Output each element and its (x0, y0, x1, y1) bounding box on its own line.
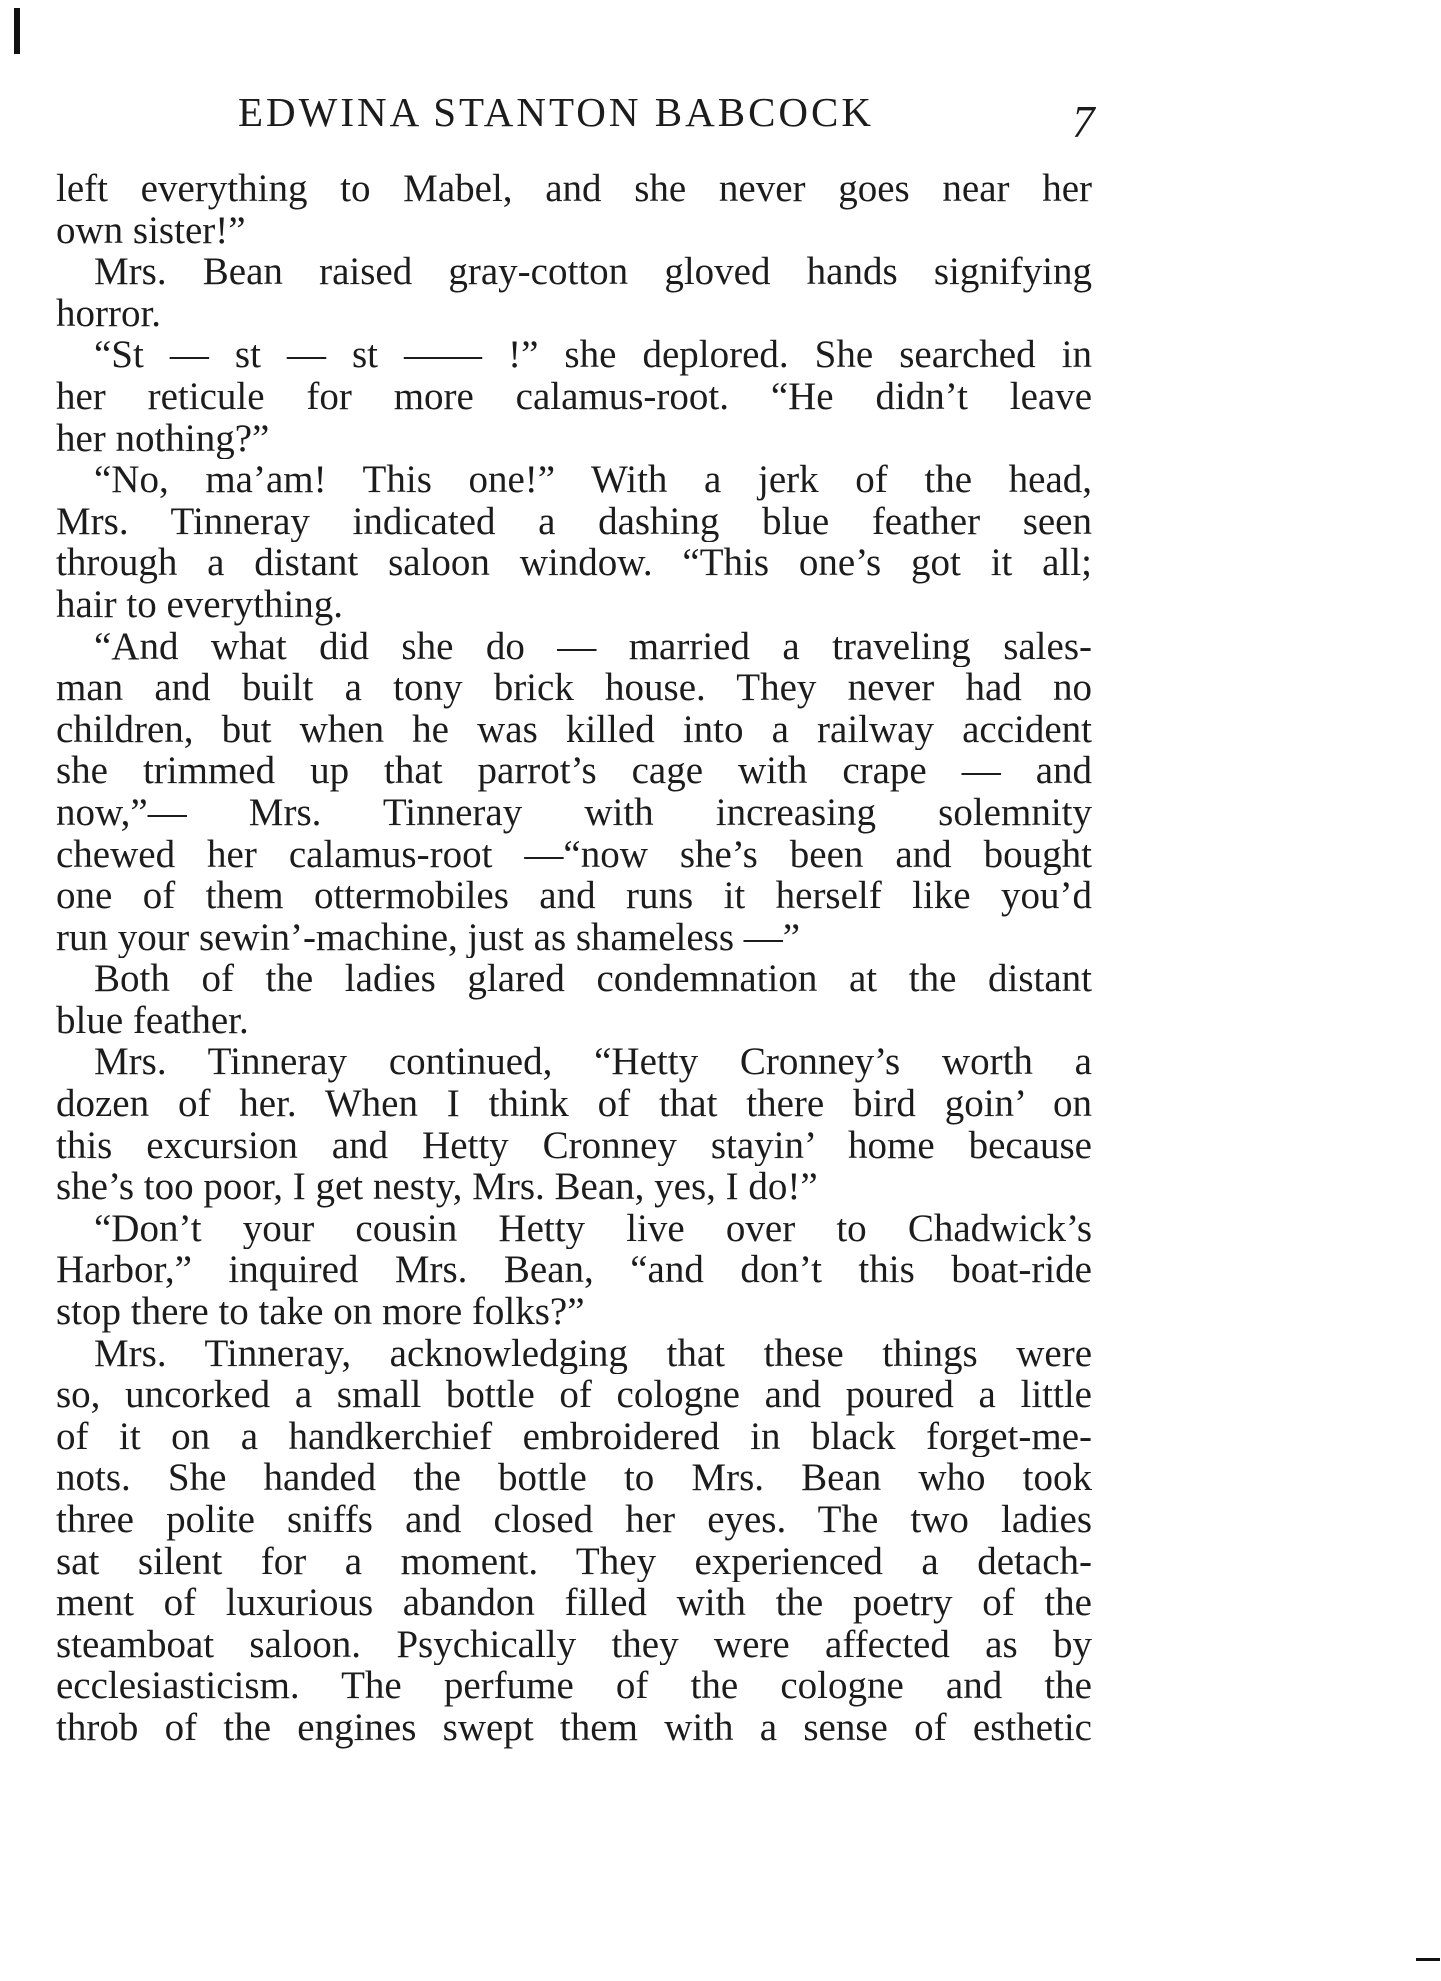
text-line: she trimmed up that parrot’s cage with crape — and (56, 750, 1092, 792)
text-line: of it on a handkerchief embroidered in black forget-me- (56, 1415, 1092, 1458)
text-line: hair to everything. (56, 583, 343, 626)
text-line: ecclesiasticism. The perfume of the cologne and the (56, 1665, 1092, 1707)
text-line: nots. She handed the bottle to Mrs. Bean who took (56, 1457, 1092, 1499)
text-line: one of them ottermobiles and runs it herself like you’d (56, 875, 1092, 917)
text-line: ment of luxurious abandon filled with the poetry of the (56, 1582, 1092, 1624)
text-line: children, but when he was killed into a railway accident (56, 708, 1092, 751)
text-line: sat silent for a moment. They experienced a detach- (56, 1540, 1092, 1583)
text-line: man and built a tony brick house. They never had no (56, 667, 1092, 709)
text-line: run your sewin’-machine, just as shameless —” (56, 916, 801, 959)
text-line: dozen of her. When I think of that there bird goin’ on (56, 1083, 1092, 1125)
text-line: Harbor,” inquired Mrs. Bean, “and don’t this boat-ride (56, 1249, 1092, 1292)
text-line: left everything to Mabel, and she never goes near her (56, 168, 1092, 210)
text-line: Mrs. Tinneray continued, “Hetty Cronney’s worth a (94, 1041, 1092, 1084)
text-line: “St — st — st —— !” she deplored. She searched in (94, 334, 1092, 376)
text-line: “No, ma’am! This one!” With a jerk of the head, (94, 459, 1092, 501)
text-line: horror. (56, 292, 162, 335)
text-line: this excursion and Hetty Cronney stayin’ home because (56, 1124, 1092, 1167)
text-line: her reticule for more calamus-root. “He didn’t leave (56, 375, 1092, 418)
text-line: Mrs. Bean raised gray-cotton gloved hands signifying (94, 251, 1092, 293)
binding-mark (14, 8, 20, 54)
text-line: throb of the engines swept them with a sense of esthetic (56, 1706, 1092, 1749)
text-line: blue feather. (56, 999, 249, 1042)
text-line: Mrs. Tinneray, acknowledging that these things were (94, 1332, 1092, 1375)
text-line: steamboat saloon. Psychically they were affected as by (56, 1623, 1092, 1666)
running-header: EDWINA STANTON BABCOCK (238, 89, 874, 135)
text-line: Both of the ladies glared condemnation at the distant (94, 958, 1092, 1000)
page-number: 7 (1072, 97, 1095, 147)
body-text (56, 168, 1092, 1749)
text-line: now,”— Mrs. Tinneray with increasing solemnity (56, 791, 1092, 834)
text-line: chewed her calamus-root —“now she’s been and bought (56, 833, 1092, 876)
text-line: Mrs. Tinneray indicated a dashing blue feather seen (56, 500, 1092, 543)
text-line: own sister!” (56, 209, 246, 252)
text-line: “Don’t your cousin Hetty live over to Chadwick’s (94, 1207, 1092, 1250)
text-line: “And what did she do — married a traveling sales- (94, 625, 1092, 668)
text-line: three polite sniffs and closed her eyes. The two ladies (56, 1499, 1092, 1541)
text-line: through a distant saloon window. “This one’s got it all; (56, 542, 1092, 584)
text-line: she’s too poor, I get nesty, Mrs. Bean, yes, I do!” (56, 1166, 818, 1208)
text-line: stop there to take on more folks?” (56, 1291, 585, 1333)
text-line: so, uncorked a small bottle of cologne and poured a little (56, 1374, 1092, 1416)
text-line: her nothing?” (56, 417, 270, 460)
page-edge-mark (1416, 1958, 1440, 1961)
